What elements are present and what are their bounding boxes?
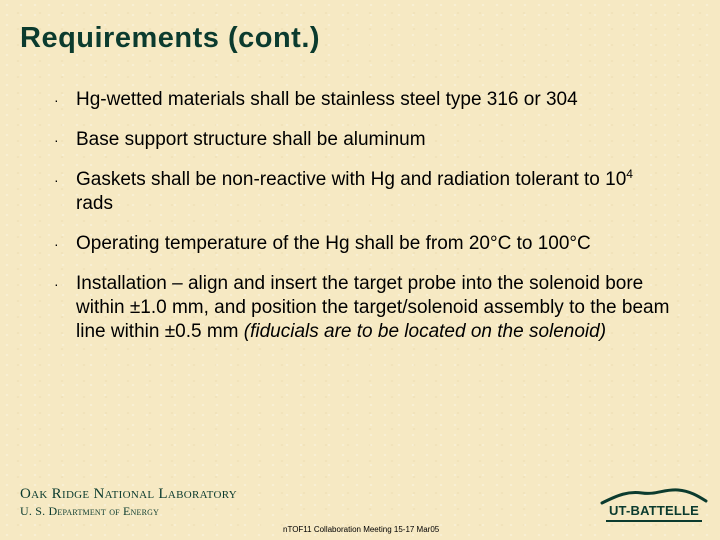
bullet-dot-icon: · [54,92,59,108]
bullet-item [54,232,674,256]
ut-battelle-logo [598,487,710,527]
bullet-text: Operating temperature of the Hg shall be from 20°C to 100°C [76,233,591,254]
logo-underline [606,520,702,522]
slide-title: Requirements (cont.) [20,22,321,54]
bullet-superscript: 4 [626,167,633,181]
bullet-text: Hg-wetted materials shall be stainless steel type 316 or 304 [76,89,578,110]
bullet-dot-icon: · [54,132,59,148]
bullet-item [54,88,674,112]
bullet-text: Installation – align and insert the target probe into the solenoid bore within ±1.0 mm, and position the target/solenoid assembly to the beam line within ±0.5 mm [76,273,670,342]
bullet-dot-icon: · [54,236,59,252]
bullet-item [54,128,674,152]
bullet-emphasis: (fiducials are to be located on the solenoid) [243,321,607,342]
department-name: U. S. Department of Energy [20,504,160,518]
bullet-dot-icon: · [54,276,59,292]
footer-organization [20,486,237,520]
bullet-text-suffix: rads [76,193,113,214]
bullet-text: Base support structure shall be aluminum [76,129,426,150]
bullet-item [54,272,674,344]
lab-name: Oak Ridge National Laboratory [20,486,238,502]
bullet-list [54,88,674,344]
bullet-dot-icon: · [54,172,59,188]
meeting-caption: nTOF11 Collaboration Meeting 15-17 Mar05 [283,525,440,534]
bullet-text: Gaskets shall be non-reactive with Hg and radiation tolerant to 10 [76,169,627,190]
logo-text: UT-BATTELLE [608,503,700,518]
bullet-item [54,168,674,216]
